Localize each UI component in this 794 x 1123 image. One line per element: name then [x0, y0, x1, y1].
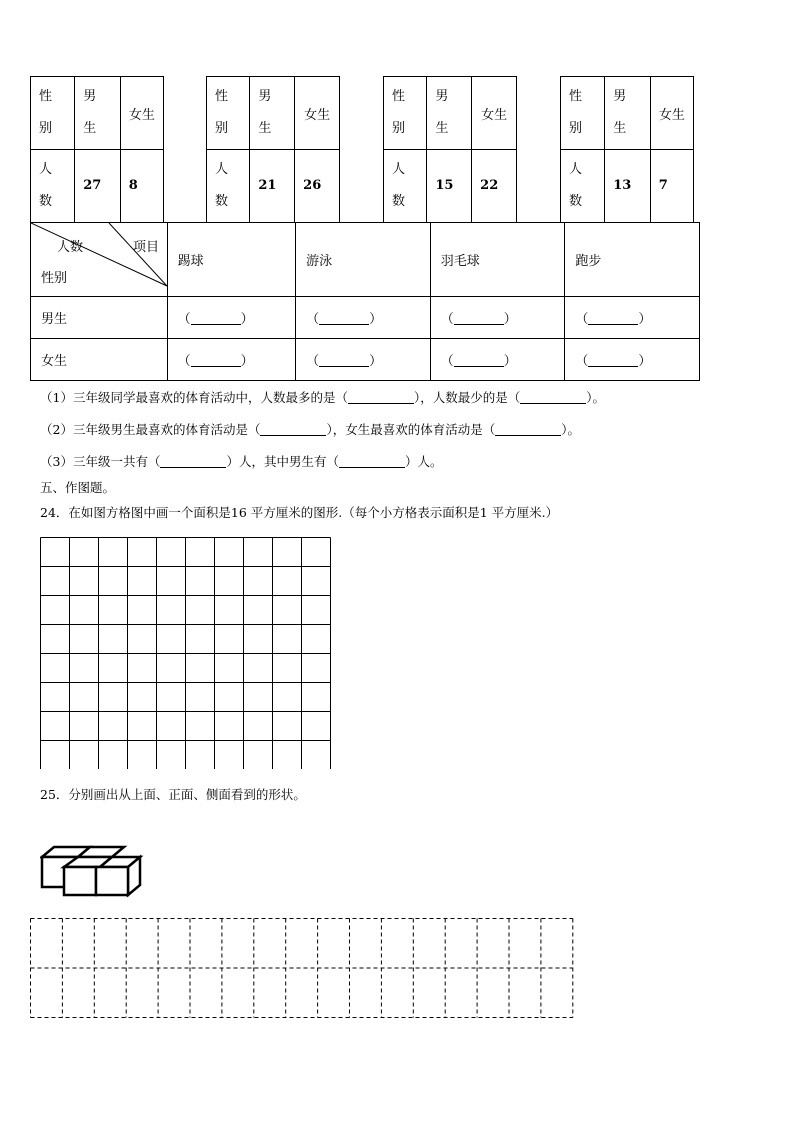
activity-header: 游泳 [296, 223, 431, 297]
row-label-girls: 女生 [31, 339, 168, 381]
boy-count: 13 [605, 150, 651, 223]
count-header: 人 数 [561, 150, 605, 223]
answer-blank[interactable] [160, 455, 226, 468]
boy-header: 男 生 [605, 77, 651, 150]
girl-count: 22 [472, 150, 517, 223]
diagonal-header [31, 223, 168, 297]
answer-blank[interactable]: （ ） [430, 297, 565, 339]
boy-count: 15 [427, 150, 472, 223]
question-2: （2）三年级男生最喜欢的体育活动是（ ），女生最喜欢的体育活动是（ ）。 [40, 422, 580, 437]
count-header: 人 数 [31, 150, 75, 223]
summary-table [30, 222, 700, 381]
girl-count: 26 [295, 150, 340, 223]
boy-count: 27 [75, 150, 121, 223]
section-5-title: 五、作图题。 [40, 480, 116, 495]
girl-header: 女生 [295, 77, 340, 150]
diag-item-label: 项目 [133, 240, 160, 255]
answer-blank[interactable]: （ ） [565, 297, 700, 339]
answer-blank[interactable] [520, 391, 586, 404]
row-label-boys: 男生 [31, 297, 168, 339]
diag-gender-label: 性别 [41, 271, 68, 286]
data-table-1 [30, 76, 164, 223]
answer-blank[interactable] [348, 391, 414, 404]
gender-header: 性 别 [207, 77, 250, 150]
count-header: 人 数 [384, 150, 427, 223]
girl-count: 8 [120, 150, 163, 223]
answer-blank[interactable]: （ ） [296, 339, 431, 381]
question-24: 24．在如图方格图中画一个面积是16 平方厘米的图形.（每个小方格表示面积是1 平方厘米.） [40, 505, 559, 520]
activity-header: 踢球 [167, 223, 296, 297]
question-3: （3）三年级一共有（ ）人，其中男生有（ ）人。 [40, 454, 443, 469]
answer-dashed-grid[interactable] [30, 918, 575, 1020]
answer-blank[interactable] [339, 455, 405, 468]
data-table-4 [560, 76, 694, 223]
boy-header: 男 生 [75, 77, 121, 150]
gender-header: 性 别 [31, 77, 75, 150]
activity-header: 羽毛球 [430, 223, 565, 297]
diag-people-label: 人数 [57, 240, 84, 255]
answer-blank[interactable] [260, 423, 326, 436]
boy-count: 21 [250, 150, 295, 223]
activity-header: 跑步 [565, 223, 700, 297]
answer-blank[interactable]: （ ） [565, 339, 700, 381]
data-table-3 [383, 76, 517, 223]
cube-figure [40, 843, 144, 899]
square-grid[interactable] [40, 537, 332, 769]
boy-header: 男 生 [427, 77, 472, 150]
answer-blank[interactable]: （ ） [167, 339, 296, 381]
question-1: （1）三年级同学最喜欢的体育活动中，人数最多的是（ ），人数最少的是（ ）。 [40, 390, 605, 405]
data-table-2 [206, 76, 340, 223]
answer-blank[interactable] [495, 423, 561, 436]
answer-blank[interactable]: （ ） [430, 339, 565, 381]
girl-header: 女生 [120, 77, 163, 150]
answer-blank[interactable]: （ ） [167, 297, 296, 339]
boy-header: 男 生 [250, 77, 295, 150]
gender-header: 性 别 [384, 77, 427, 150]
question-25: 25．分别画出从上面、正面、侧面看到的形状。 [40, 787, 306, 802]
count-header: 人 数 [207, 150, 250, 223]
girl-count: 7 [650, 150, 693, 223]
girl-header: 女生 [472, 77, 517, 150]
gender-header: 性 别 [561, 77, 605, 150]
answer-blank[interactable]: （ ） [296, 297, 431, 339]
girl-header: 女生 [650, 77, 693, 150]
